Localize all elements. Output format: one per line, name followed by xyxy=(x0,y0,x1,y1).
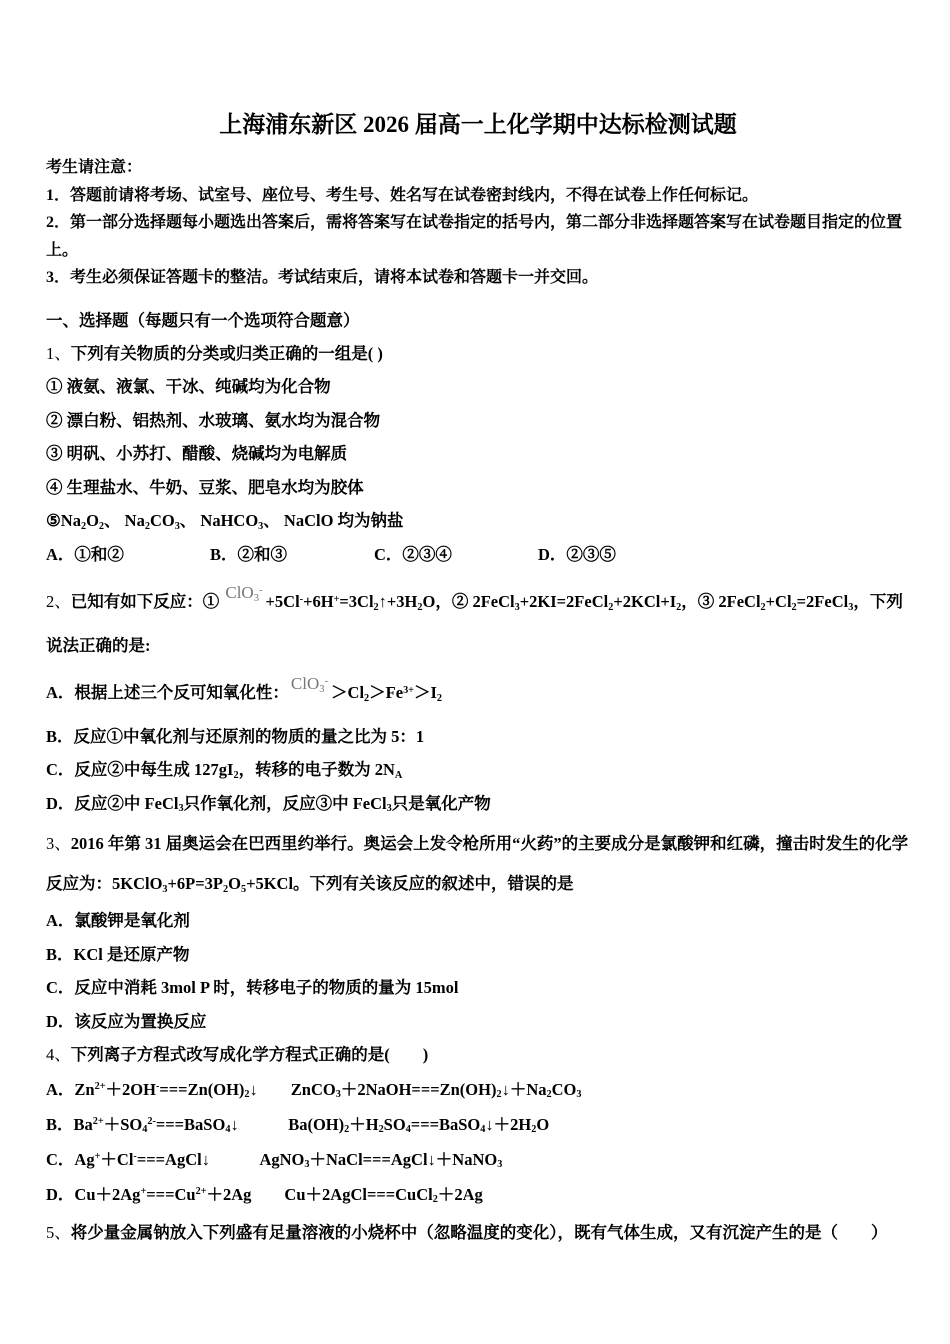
notice-item-2: 2．第一部分选择题每小题选出答案后，需将答案写在试卷指定的括号内，第二部分非选择题答案写在试卷题目指定的位置上。 xyxy=(46,214,903,259)
q3-stem xyxy=(46,824,910,904)
q5-stem xyxy=(46,1216,910,1250)
q4-stem xyxy=(46,1038,910,1072)
q4-number: 4、 xyxy=(46,1045,71,1064)
notice-item-3: 3．考生必须保证答题卡的整洁。考试结束后，请将本试卷和答题卡一并交回。 xyxy=(46,269,599,286)
q4-option-d: D．$Cu+2Ag^+===Cu^{2+}+2Ag$ Cu＋2AgCl===CuCl$_2$＋2Ag xyxy=(46,1184,483,1206)
q1-option-c: C．②③④ xyxy=(374,544,452,564)
q3-option-b: B．KCl 是还原产物 xyxy=(46,944,190,964)
q5-stem-text: 将少量金属钠放入下列盛有足量溶液的小烧杯中（忽略温度的变化），既有气体生成，又有沉淀产生的是（ ） xyxy=(70,1222,888,1242)
q1-item-4: ④ 生理盐水、牛奶、豆浆、肥皂水均为胶体 xyxy=(46,477,364,497)
q3-option-d: D．该反应为置换反应 xyxy=(46,1011,207,1031)
formula-clo3: ClO$_3$- xyxy=(290,674,329,695)
page-title: 上海浦东新区 2026 届高一上化学期中达标检测试题 xyxy=(219,112,737,137)
q3-option-a: A．氯酸钾是氧化剂 xyxy=(46,911,190,930)
q2-stem-prefix: 已知有如下反应：① xyxy=(70,592,224,611)
q2-stem-rest: $+5Cl^-+6H^+=3Cl_2↑+3H_2O$，② $2FeCl_3+2KI=2FeCl_2+2KCl+I_2$，③ $2FeCl_2+Cl_2=2FeCl_3$，下列 xyxy=(265,592,903,613)
q2-number: 2、 xyxy=(46,592,71,611)
q3-number: 3、 xyxy=(46,834,71,853)
q2-option-a-rest: $>Cl_2>Fe^{3+}>I_2$ xyxy=(331,683,443,704)
q2-stem xyxy=(46,585,910,619)
q4-option-b: B．$Ba^{2+}+SO_4^{2-}===BaSO_4↓$ $Ba(OH)_2+H_2SO_4===BaSO_4↓+2H_2O$ xyxy=(46,1114,550,1136)
q3-option-c: C．反应中消耗 3mol P 时，转移电子的物质的量为 15mol xyxy=(46,978,459,997)
q1-number: 1、 xyxy=(46,343,71,363)
q4-option-c: C．Ag+＋Cl-===AgCl↓ AgNO$_3$＋NaCl===AgCl↓＋NaNO$_3$ xyxy=(46,1149,503,1171)
q1-stem-text: 下列有关物质的分类或归类正确的一组是( ) xyxy=(70,343,383,363)
q2-option-c: C．反应②中每生成 $127gI_2$，转移的电子数为 $2N_A$ xyxy=(46,760,403,781)
q1-item-5: $⑤Na_2O_2$、 $Na_2CO_3$、 NaHCO$_3$、 NaClO 均为钠盐 xyxy=(46,511,404,532)
question-2 xyxy=(46,585,910,820)
q1-options-row xyxy=(46,538,910,572)
q1-item-2: ② 漂白粉、铝热剂、水玻璃、氨水均为混合物 xyxy=(46,410,381,430)
question-5 xyxy=(46,1216,910,1250)
notice-item-1: 1．答题前请将考场、试室号、座位号、考生号、姓名写在试卷密封线内，不得在试卷上作任何标记。 xyxy=(46,186,759,204)
notice-heading: 考生请注意： xyxy=(46,159,143,176)
q2-option-a xyxy=(46,676,910,710)
q2-option-a-prefix: A．根据上述三个反可知氧化性： xyxy=(46,683,289,702)
notice-section xyxy=(46,154,910,292)
q1-item-1: ① 液氨、液氯、干冰、纯碱均为化合物 xyxy=(46,377,331,396)
q5-number: 5、 xyxy=(46,1222,71,1242)
q1-stem xyxy=(46,337,910,371)
question-3 xyxy=(46,824,910,1038)
section-heading: 一、选择题（每题只有一个选项符合题意） xyxy=(46,310,360,330)
q4-stem-text: 下列离子方程式改写成化学方程式正确的是( ) xyxy=(70,1045,429,1064)
q2-stem-continued: 说法正确的是: xyxy=(46,635,151,655)
q1-option-b: B．②和③ xyxy=(210,544,288,564)
q2-option-b: B．反应①中氧化剂与还原剂的物质的量之比为 5：1 xyxy=(46,726,425,746)
q2-option-d: D．反应②中 FeCl$_3$只作氧化剂，反应③中 FeCl$_3$只是氧化产物 xyxy=(46,793,491,815)
formula-clo3: ClO$_3$- xyxy=(225,583,263,604)
q1-option-a: A．①和② xyxy=(46,544,124,564)
question-1 xyxy=(46,337,910,572)
q1-item-3: ③ 明矾、小苏打、醋酸、烧碱均为电解质 xyxy=(46,444,348,463)
q1-option-d: D．②③⑤ xyxy=(538,544,616,564)
q3-stem-text: 2016 年第 31 届奥运会在巴西里约举行。奥运会上发令枪所用“火药”的主要成分是氯酸钾和红磷，撞击时发生的化学反应为：$5KClO_3+6P=3P_2O_5+5KCl$。下列有关该反应的叙述中，错误的是 xyxy=(46,834,909,895)
q4-option-a: A．$Zn^{2+}+2OH^-===Zn(OH)_2↓$ $ZnCO_3+2NaOH===Zn(OH)_2↓+Na_2CO_3$ xyxy=(46,1079,582,1101)
question-4 xyxy=(46,1038,910,1212)
